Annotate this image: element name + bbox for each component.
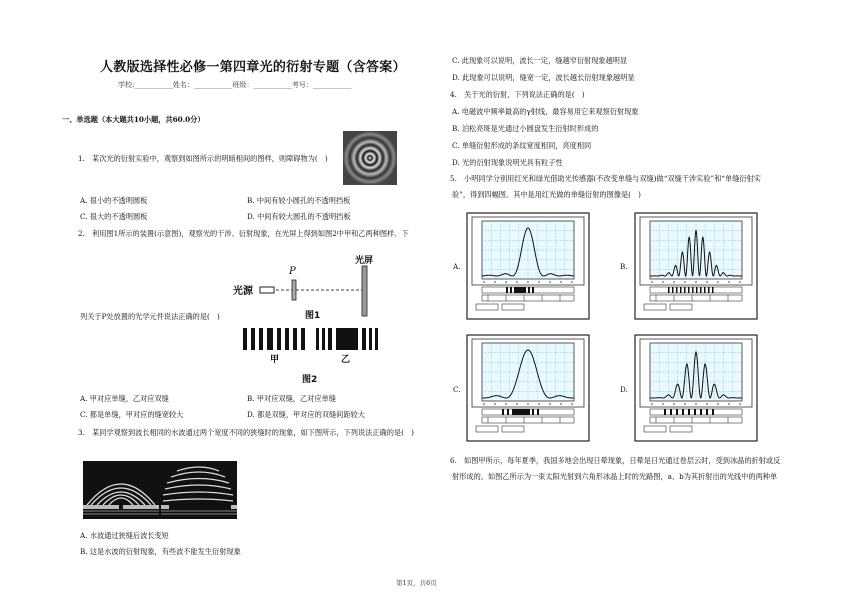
fig2-jia-label: 甲 [270, 355, 280, 365]
q3-option-c[interactable]: C. 此现象可以说明，波长一定，缝越窄衍射现象越明显 [452, 56, 628, 65]
q5-monitor-a[interactable] [466, 212, 590, 320]
q1-option-a[interactable]: A. 很小的不透明圆板 [80, 196, 148, 205]
q6-stem-line2: 射形成的。如图乙所示为一束太阳光射到六角形冰晶上时的光路图，a、b为其折射出的光线中的两种单 [452, 472, 778, 481]
q6-stem-line1: 6. 如图甲所示，每年夏季，我国多地会出现日晕现象，日晕是日光通过卷层云时，受到冰晶的折射或反 [450, 456, 781, 465]
fig2-fringe-yi [316, 328, 378, 350]
fig1-light-source-label: 光源 [233, 286, 253, 297]
page-footer: 第1页，共6页 [396, 579, 437, 587]
q4-option-b[interactable]: B. 泊松亮斑是光通过小圆盘发生衍射时形成的 [452, 124, 599, 133]
q5-monitor-d[interactable] [634, 334, 758, 442]
fig1-caption: 图1 [305, 311, 321, 321]
q4-option-d[interactable]: D. 光的衍射现象说明光具有粒子性 [452, 158, 563, 167]
q2-stem-line1: 2. 利用图1所示的装置(示意图)，观察光的干涉、衍射现象，在光屏上得到如图2中甲和乙两种图样．下 [78, 229, 409, 238]
q1-option-c[interactable]: C. 很大的不透明圆板 [80, 212, 148, 221]
student-info-line: 学校:___________姓名：___________班级：___________考号：___________ [118, 81, 352, 89]
q1-option-d[interactable]: D. 中间有较大圆孔的不透明挡板 [247, 212, 351, 221]
q5-option-c-label[interactable]: C. [453, 385, 461, 394]
q5-monitor-b[interactable] [634, 212, 758, 320]
q3-stem: 3. 某同学观察到波长相同的水波通过两个宽度不同的狭缝时的现象，如下图所示，下列说法正确的是( ) [78, 428, 414, 437]
q2-option-c[interactable]: C. 都是单缝，甲对应的缝宽较大 [80, 410, 184, 419]
fig1-screen-label: 光屏 [355, 256, 374, 266]
fig1-p-label: P [289, 266, 296, 277]
q5-option-a-label[interactable]: A. [453, 262, 461, 271]
section-heading: 一、单选题（本大题共10小题，共60.0分） [62, 115, 205, 124]
q5-option-d-label[interactable]: D. [620, 385, 628, 394]
q2-option-d[interactable]: D. 都是双缝，甲对应的双缝间距较大 [247, 410, 365, 419]
fig2-caption: 图2 [302, 375, 318, 385]
q3-option-d[interactable]: D. 此现象可以说明，缝宽一定，波长越长衍射现象越明显 [452, 73, 635, 82]
q1-option-b[interactable]: B. 中间有较小圆孔的不透明挡板 [247, 196, 351, 205]
q1-diffraction-rings-figure [343, 131, 397, 185]
q2-option-a[interactable]: A. 甲对应单缝，乙对应双缝 [80, 394, 169, 403]
q2-option-b[interactable]: B. 甲对应双缝，乙对应单缝 [247, 394, 336, 403]
q5-option-b-label[interactable]: B. [620, 262, 628, 271]
q4-stem: 4. 关于光的衍射，下列说法正确的是( ) [450, 90, 585, 99]
q1-stem: 1. 某次光的衍射实验中，观察到如图所示的明暗相间的图样，则障碍物为( ) [78, 154, 328, 163]
fig2-fringe-jia [243, 328, 305, 350]
q5-stem-line1: 5. 小明同学分别用红光和绿光借助光传感器(不改变单缝与双缝)做“双缝干涉实验”和“单缝衍射实 [450, 174, 761, 183]
q3-option-b[interactable]: B. 这是水波的衍射现象，有些波不能发生衍射现象 [80, 547, 241, 556]
page-title: 人教版选择性必修一第四章光的衍射专题（含答案） [100, 60, 406, 75]
fig2-yi-label: 乙 [341, 355, 351, 365]
q2-stem-line2: 列关于P处放置的光学元件说法正确的是( ) [80, 312, 220, 321]
q5-stem-line2: 验”，得到四幅图。其中是用红光做的单缝衍射的图像是( ) [452, 190, 641, 199]
q4-option-c[interactable]: C. 单缝衍射形成的条纹宽度相同，亮度相同 [452, 141, 592, 150]
q5-monitor-c[interactable] [466, 334, 590, 442]
q3-water-wave-figure [83, 461, 237, 519]
q4-option-a[interactable]: A. 电磁波中频率最高的γ射线，最容易用它来观察衍射现象 [452, 107, 639, 116]
q3-option-a[interactable]: A. 水波通过狭缝后波长变短 [80, 531, 169, 540]
